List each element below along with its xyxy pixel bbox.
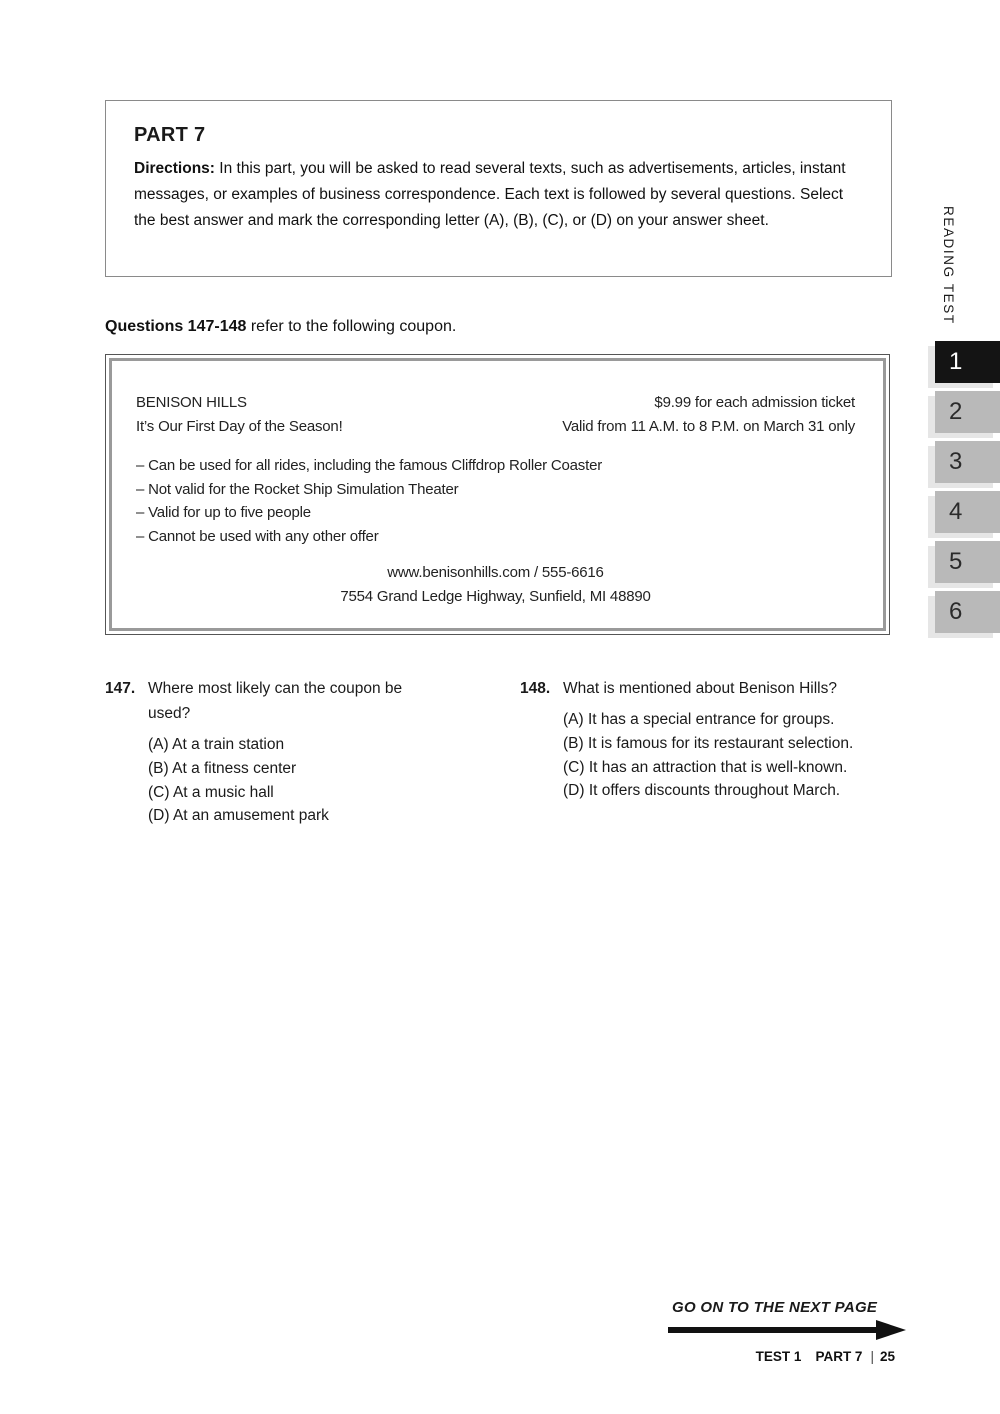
directions-box — [105, 100, 892, 277]
footer-page-number: 25 — [879, 1349, 895, 1364]
coupon-term: – Not valid for the Rocket Ship Simulation Theater — [136, 480, 459, 498]
tab-label: 3 — [935, 441, 1000, 483]
option-a: (A) At a train station — [148, 736, 285, 753]
coupon-terms-list — [136, 454, 855, 548]
go-on-text: GO ON TO THE NEXT PAGE — [672, 1299, 878, 1316]
coupon-header-left — [136, 391, 343, 439]
coupon-price: $9.99 for each admission ticket — [654, 394, 855, 411]
option-c: (C) It has an attraction that is well-known. — [563, 758, 848, 776]
go-on-banner — [668, 1299, 908, 1341]
option-d: (D) At an amusement park — [148, 807, 329, 825]
option-b: (B) It is famous for its restaurant selection. — [563, 734, 854, 752]
question-148 — [520, 676, 885, 828]
questions-section — [105, 676, 885, 828]
question-text: What is mentioned about Benison Hills? — [563, 680, 837, 697]
tab-test-5[interactable] — [935, 541, 1000, 583]
coupon-business-name: BENISON HILLS — [136, 394, 247, 411]
tab-test-2[interactable] — [935, 391, 1000, 433]
directions-body: In this part, you will be asked to read several texts, such as advertisements, articles, instant messages, or examples of business correspondence. Each text is followed by several questions. Select the best answer and mark the corresponding letter (A), (B), (C), or (D) on your answer sheet. — [134, 160, 846, 229]
coupon-term: – Valid for up to five people — [136, 504, 311, 521]
tab-test-1[interactable] — [935, 341, 1000, 383]
arrow-shaft — [668, 1327, 880, 1333]
question-text: Where most likely can the coupon be used? — [148, 680, 403, 722]
coupon-tagline: It’s Our First Day of the Season! — [136, 418, 343, 435]
part-title: PART 7 — [134, 124, 206, 146]
footer-test-label: TEST 1 — [755, 1349, 802, 1364]
coupon — [105, 354, 890, 635]
option-d: (D) It offers discounts throughout March. — [563, 782, 841, 800]
question-number: 148. — [520, 680, 551, 697]
option-c: (C) At a music hall — [148, 783, 274, 801]
coupon-header — [136, 391, 855, 439]
coupon-address: 7554 Grand Ledge Highway, Sunfield, MI 48890 — [340, 587, 651, 605]
tab-label: 1 — [935, 341, 1000, 383]
tab-test-6[interactable] — [935, 591, 1000, 633]
coupon-website-phone: www.benisonhills.com / 555-6616 — [387, 564, 604, 581]
questions-reference-text: refer to the following coupon. — [246, 318, 457, 335]
coupon-contact-block — [136, 561, 855, 608]
directions-label: Directions: — [134, 160, 215, 177]
tab-test-4[interactable] — [935, 491, 1000, 533]
option-a: (A) It has a special entrance for groups. — [563, 711, 835, 728]
answer-options — [563, 708, 885, 803]
directions-text — [134, 156, 863, 234]
tab-label: 4 — [935, 491, 1000, 533]
coupon-header-right — [562, 391, 855, 439]
option-b: (B) At a fitness center — [148, 759, 297, 777]
arrow-head — [876, 1320, 906, 1340]
coupon-validity: Valid from 11 A.M. to 8 P.M. on March 31 only — [562, 418, 855, 435]
answer-options — [148, 733, 420, 828]
section-label-reading-test: READING TEST — [941, 206, 956, 325]
questions-reference — [105, 318, 456, 336]
coupon-term: – Can be used for all rides, including the famous Cliffdrop Roller Coaster — [136, 457, 603, 474]
page-footer — [756, 1349, 895, 1364]
footer-separator: | — [870, 1349, 874, 1364]
question-number: 147. — [105, 680, 136, 697]
question-147 — [105, 676, 520, 828]
tab-label: 2 — [935, 391, 1000, 433]
footer-part-label: PART 7 — [815, 1349, 863, 1364]
tab-label: 5 — [935, 541, 1000, 583]
questions-range: Questions 147-148 — [105, 318, 247, 335]
test-tabs — [935, 341, 1000, 641]
coupon-frame — [109, 358, 886, 631]
tab-label: 6 — [935, 591, 1000, 633]
next-page-arrow-icon — [668, 1319, 908, 1341]
coupon-term: – Cannot be used with any other offer — [136, 527, 379, 545]
tab-test-3[interactable] — [935, 441, 1000, 483]
